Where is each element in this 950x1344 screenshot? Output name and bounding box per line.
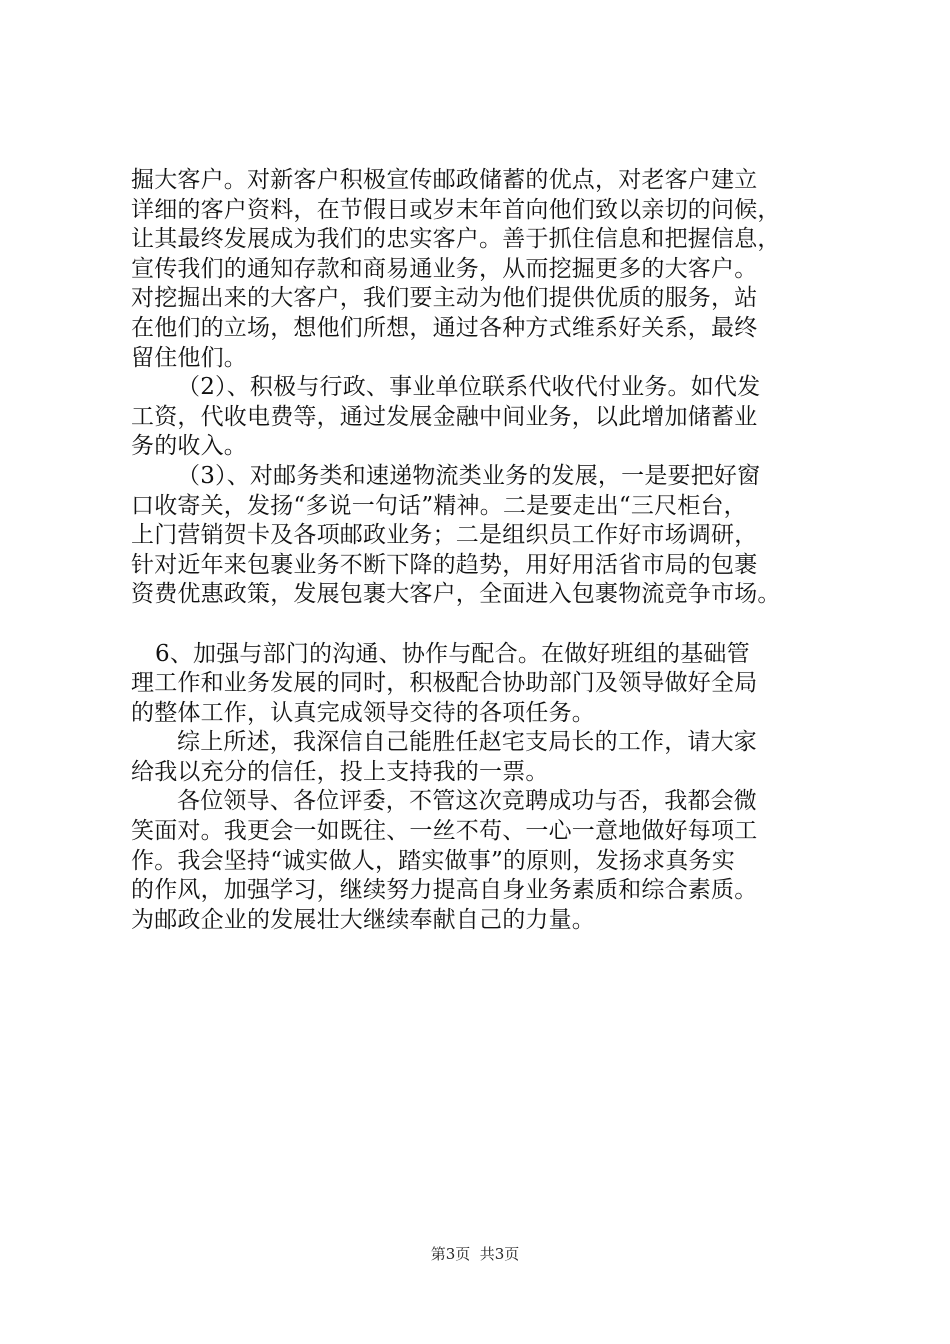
text-line: 详细的客户资料，在节假日或岁末年首向他们致以亲切的问候， <box>131 196 781 223</box>
text-line: 6、加强与部门的沟通、协作与配合。在做好班组的基础管 <box>155 640 750 667</box>
page-number-label: 第3页 共3页 <box>430 1245 520 1263</box>
text-line: 笑面对。我更会一如既往、一丝不苟、一心一意地做好每项工 <box>131 818 758 845</box>
paragraph-item-2 <box>131 373 851 462</box>
text-line: 让其最终发展成为我们的忠实客户。善于抓住信息和把握信息， <box>131 226 781 253</box>
paragraph-section-6 <box>131 640 851 729</box>
text-line: 作。我会坚持“诚实做人，踏实做事”的原则，发扬求真务实 <box>131 847 735 874</box>
text-line: 在他们的立场，想他们所想，通过各种方式维系好关系，最终 <box>131 314 758 341</box>
text-line: 掘大客户。对新客户积极宣传邮政储蓄的优点，对老客户建立 <box>131 167 758 193</box>
text-line: 上门营销贺卡及各项邮政业务；二是组织员工作好市场调研， <box>131 522 758 549</box>
text-line: 工资，代收电费等，通过发展金融中间业务，以此增加储蓄业 <box>131 403 758 430</box>
page-footer <box>0 1244 950 1264</box>
text-line: 资费优惠政策，发展包裹大客户，全面进入包裹物流竞争市场。 <box>131 581 781 608</box>
text-line: 留住他们。 <box>131 344 247 371</box>
paragraph-closing <box>131 787 851 935</box>
text-line: （2）、积极与行政、事业单位联系代收代付业务。如代发 <box>177 374 761 401</box>
text-line: 务的收入。 <box>131 433 247 460</box>
paragraph-spacer <box>131 610 851 640</box>
text-line: 各位领导、各位评委，不管这次竞聘成功与否，我都会微 <box>177 788 757 815</box>
text-line: 宣传我们的通知存款和商易通业务，从而挖掘更多的大客户。 <box>131 255 758 282</box>
text-line: 的作风，加强学习，继续努力提高自身业务素质和综合素质。 <box>131 877 758 904</box>
text-line: 口收寄关，发扬“多说一句话”精神。二是要走出“三尺柜台， <box>131 492 747 519</box>
text-line: 针对近年来包裹业务不断下降的趋势，用好用活省市局的包裹 <box>131 551 758 578</box>
text-line: 综上所述，我深信自己能胜任赵宅支局长的工作，请大家 <box>177 729 757 756</box>
text-line: 的整体工作，认真完成领导交待的各项任务。 <box>131 699 595 726</box>
text-line: 理工作和业务发展的同时，积极配合协助部门及领导做好全局 <box>131 670 758 697</box>
paragraph-item-3 <box>131 462 851 610</box>
text-line: （3）、对邮务类和速递物流类业务的发展，一是要把好窗 <box>177 462 761 489</box>
text-line: 对挖掘出来的大客户，我们要主动为他们提供优质的服务，站 <box>131 285 758 312</box>
text-line: 给我以充分的信任，投上支持我的一票。 <box>131 758 549 785</box>
paragraph-summary <box>131 728 851 787</box>
text-line: 为邮政企业的发展壮大继续奉献自己的力量。 <box>131 906 595 933</box>
paragraph-clients <box>131 166 851 373</box>
document-body <box>131 166 851 935</box>
